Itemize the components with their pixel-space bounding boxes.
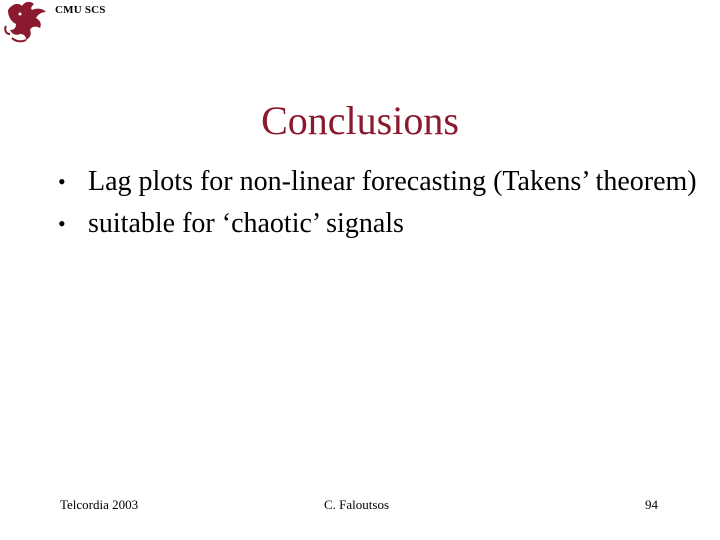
bullet-item [58, 166, 698, 198]
footer-venue: Telcordia 2003 [60, 497, 139, 512]
footer-author: C. Faloutsos [324, 497, 390, 512]
bullet-marker: • [58, 169, 66, 194]
slide-title: Conclusions [261, 97, 459, 143]
bullet-text: suitable for ‘chaotic’ signals [88, 208, 404, 239]
bullet-item [58, 208, 698, 240]
cmu-dragon-logo-icon [2, 0, 48, 44]
bullet-marker: • [58, 211, 66, 236]
org-label: CMU SCS [55, 4, 106, 16]
footer-page-number: 94 [645, 497, 658, 512]
bullet-list [58, 166, 698, 250]
bullet-text: Lag plots for non-linear forecasting (Takens’ theorem) [88, 166, 697, 197]
